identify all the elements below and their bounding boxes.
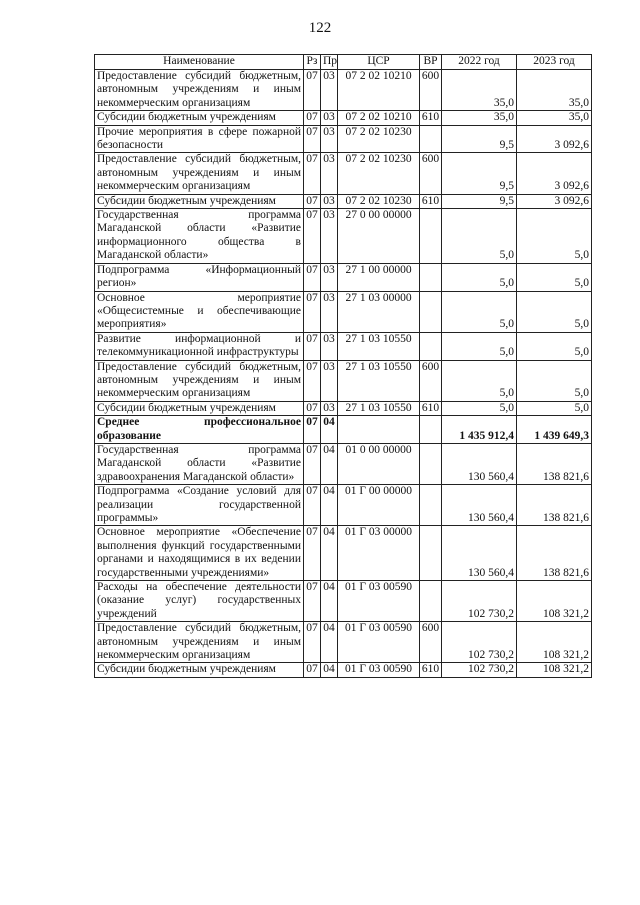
column-header-name: Наименование [95, 55, 304, 70]
cell-vr [420, 209, 442, 264]
cell-pr: 04 [321, 416, 338, 444]
cell-vr: 600 [420, 70, 442, 111]
cell-vr [420, 263, 442, 291]
cell-rz: 07 [304, 209, 321, 264]
column-header-rz: Рз [304, 55, 321, 70]
cell-2023: 1 439 649,3 [517, 416, 592, 444]
table-row [95, 70, 592, 111]
cell-2023: 138 821,6 [517, 485, 592, 526]
table-row [95, 581, 592, 622]
table-row [95, 194, 592, 208]
cell-2023: 138 821,6 [517, 526, 592, 581]
cell-2022: 130 560,4 [442, 485, 517, 526]
cell-csr: 27 1 00 00000 [338, 263, 420, 291]
cell-rz: 07 [304, 416, 321, 444]
cell-2023: 3 092,6 [517, 153, 592, 194]
cell-pr: 03 [321, 263, 338, 291]
cell-rz: 07 [304, 401, 321, 415]
cell-pr: 03 [321, 209, 338, 264]
column-header-2023: 2023 год [517, 55, 592, 70]
cell-2023: 108 321,2 [517, 622, 592, 663]
table-row [95, 209, 592, 264]
cell-csr: 01 Г 00 00000 [338, 485, 420, 526]
table-body [95, 70, 592, 678]
cell-csr: 27 1 03 10550 [338, 360, 420, 401]
cell-2022: 5,0 [442, 291, 517, 332]
cell-vr [420, 416, 442, 444]
cell-pr: 03 [321, 401, 338, 415]
cell-vr: 610 [420, 111, 442, 125]
column-header-csr: ЦСР [338, 55, 420, 70]
cell-2022: 5,0 [442, 209, 517, 264]
column-header-pr: Пр [321, 55, 338, 70]
cell-2023: 3 092,6 [517, 194, 592, 208]
cell-2023: 5,0 [517, 360, 592, 401]
cell-vr [420, 526, 442, 581]
cell-rz: 07 [304, 70, 321, 111]
table-row [95, 416, 592, 444]
cell-csr: 07 2 02 10230 [338, 153, 420, 194]
cell-rz: 07 [304, 443, 321, 484]
cell-pr: 04 [321, 443, 338, 484]
table-header [95, 55, 592, 70]
cell-vr: 610 [420, 401, 442, 415]
table-row [95, 332, 592, 360]
cell-pr: 04 [321, 622, 338, 663]
cell-2022: 5,0 [442, 360, 517, 401]
cell-name: Подпрограмма «Создание условий для реализации государственной программы» [95, 485, 304, 526]
cell-2023: 108 321,2 [517, 663, 592, 677]
cell-name: Среднее профессиональное образование [95, 416, 304, 444]
cell-name: Основное мероприятие «Обеспечение выполнения функций государственными органами и находящимися в их ведении государственными учреждениями» [95, 526, 304, 581]
cell-name: Государственная программа Магаданской области «Развитие здравоохранения Магаданской области» [95, 443, 304, 484]
table-row [95, 443, 592, 484]
page-number: 122 [308, 20, 332, 36]
cell-2022: 130 560,4 [442, 443, 517, 484]
cell-name: Государственная программа Магаданской области «Развитие информационного общества в Магаданской области» [95, 209, 304, 264]
cell-vr: 600 [420, 360, 442, 401]
cell-2023: 35,0 [517, 111, 592, 125]
cell-2022: 9,5 [442, 153, 517, 194]
cell-name: Расходы на обеспечение деятельности (оказание услуг) государственных учреждений [95, 581, 304, 622]
cell-rz: 07 [304, 663, 321, 677]
cell-rz: 07 [304, 291, 321, 332]
table-row [95, 485, 592, 526]
cell-csr: 01 Г 03 00590 [338, 663, 420, 677]
cell-csr [338, 416, 420, 444]
cell-rz: 07 [304, 111, 321, 125]
column-header-vr: ВР [420, 55, 442, 70]
cell-2022: 35,0 [442, 111, 517, 125]
cell-csr: 01 Г 03 00590 [338, 581, 420, 622]
cell-csr: 07 2 02 10230 [338, 125, 420, 153]
cell-csr: 27 0 00 00000 [338, 209, 420, 264]
table-row [95, 111, 592, 125]
cell-csr: 07 2 02 10210 [338, 111, 420, 125]
cell-pr: 04 [321, 663, 338, 677]
table-row [95, 360, 592, 401]
cell-vr [420, 485, 442, 526]
cell-2023: 5,0 [517, 209, 592, 264]
cell-csr: 01 0 00 00000 [338, 443, 420, 484]
cell-2023: 5,0 [517, 263, 592, 291]
cell-2023: 5,0 [517, 401, 592, 415]
cell-rz: 07 [304, 485, 321, 526]
cell-rz: 07 [304, 360, 321, 401]
cell-vr: 600 [420, 622, 442, 663]
cell-csr: 27 1 03 10550 [338, 401, 420, 415]
cell-pr: 03 [321, 153, 338, 194]
cell-name: Прочие мероприятия в сфере пожарной безопасности [95, 125, 304, 153]
cell-vr: 600 [420, 153, 442, 194]
column-header-2022: 2022 год [442, 55, 517, 70]
cell-2022: 35,0 [442, 70, 517, 111]
cell-rz: 07 [304, 526, 321, 581]
cell-2023: 138 821,6 [517, 443, 592, 484]
cell-name: Предоставление субсидий бюджетным, автономным учреждениям и иным некоммерческим организациям [95, 360, 304, 401]
cell-csr: 27 1 03 10550 [338, 332, 420, 360]
cell-vr [420, 443, 442, 484]
cell-vr [420, 125, 442, 153]
table-row [95, 125, 592, 153]
cell-2023: 5,0 [517, 291, 592, 332]
cell-pr: 03 [321, 360, 338, 401]
cell-rz: 07 [304, 125, 321, 153]
table-row [95, 622, 592, 663]
cell-2022: 9,5 [442, 194, 517, 208]
cell-vr [420, 332, 442, 360]
cell-csr: 07 2 02 10210 [338, 70, 420, 111]
cell-2022: 9,5 [442, 125, 517, 153]
cell-rz: 07 [304, 194, 321, 208]
cell-name: Основное мероприятие «Общесистемные и обеспечивающие мероприятия» [95, 291, 304, 332]
cell-2022: 5,0 [442, 263, 517, 291]
cell-rz: 07 [304, 332, 321, 360]
cell-pr: 03 [321, 194, 338, 208]
cell-pr: 03 [321, 125, 338, 153]
cell-2023: 108 321,2 [517, 581, 592, 622]
cell-rz: 07 [304, 581, 321, 622]
cell-2022: 130 560,4 [442, 526, 517, 581]
cell-2022: 5,0 [442, 401, 517, 415]
cell-name: Предоставление субсидий бюджетным, автономным учреждениям и иным некоммерческим организациям [95, 70, 304, 111]
table-row [95, 663, 592, 677]
cell-name: Субсидии бюджетным учреждениям [95, 194, 304, 208]
cell-rz: 07 [304, 263, 321, 291]
cell-pr: 04 [321, 485, 338, 526]
table-row [95, 401, 592, 415]
cell-csr: 07 2 02 10230 [338, 194, 420, 208]
cell-csr: 01 Г 03 00000 [338, 526, 420, 581]
cell-vr: 610 [420, 663, 442, 677]
cell-csr: 27 1 03 00000 [338, 291, 420, 332]
cell-vr: 610 [420, 194, 442, 208]
cell-name: Предоставление субсидий бюджетным, автономным учреждениям и иным некоммерческим организациям [95, 153, 304, 194]
cell-name: Субсидии бюджетным учреждениям [95, 111, 304, 125]
cell-2022: 102 730,2 [442, 581, 517, 622]
cell-pr: 04 [321, 581, 338, 622]
cell-2023: 3 092,6 [517, 125, 592, 153]
cell-2022: 1 435 912,4 [442, 416, 517, 444]
cell-rz: 07 [304, 622, 321, 663]
cell-pr: 03 [321, 332, 338, 360]
cell-pr: 03 [321, 70, 338, 111]
cell-name: Субсидии бюджетным учреждениям [95, 401, 304, 415]
cell-pr: 03 [321, 291, 338, 332]
cell-name: Развитие информационной и телекоммуникационной инфраструктуры [95, 332, 304, 360]
cell-2022: 5,0 [442, 332, 517, 360]
cell-vr [420, 291, 442, 332]
table-row [95, 526, 592, 581]
cell-name: Субсидии бюджетным учреждениям [95, 663, 304, 677]
cell-rz: 07 [304, 153, 321, 194]
cell-name: Подпрограмма «Информационный регион» [95, 263, 304, 291]
cell-2022: 102 730,2 [442, 622, 517, 663]
cell-2022: 102 730,2 [442, 663, 517, 677]
cell-pr: 03 [321, 111, 338, 125]
cell-csr: 01 Г 03 00590 [338, 622, 420, 663]
cell-name: Предоставление субсидий бюджетным, автономным учреждениям и иным некоммерческим организациям [95, 622, 304, 663]
cell-2023: 35,0 [517, 70, 592, 111]
cell-vr [420, 581, 442, 622]
cell-2023: 5,0 [517, 332, 592, 360]
cell-pr: 04 [321, 526, 338, 581]
budget-table [94, 54, 592, 678]
table-row [95, 153, 592, 194]
table-row [95, 291, 592, 332]
table-row [95, 263, 592, 291]
